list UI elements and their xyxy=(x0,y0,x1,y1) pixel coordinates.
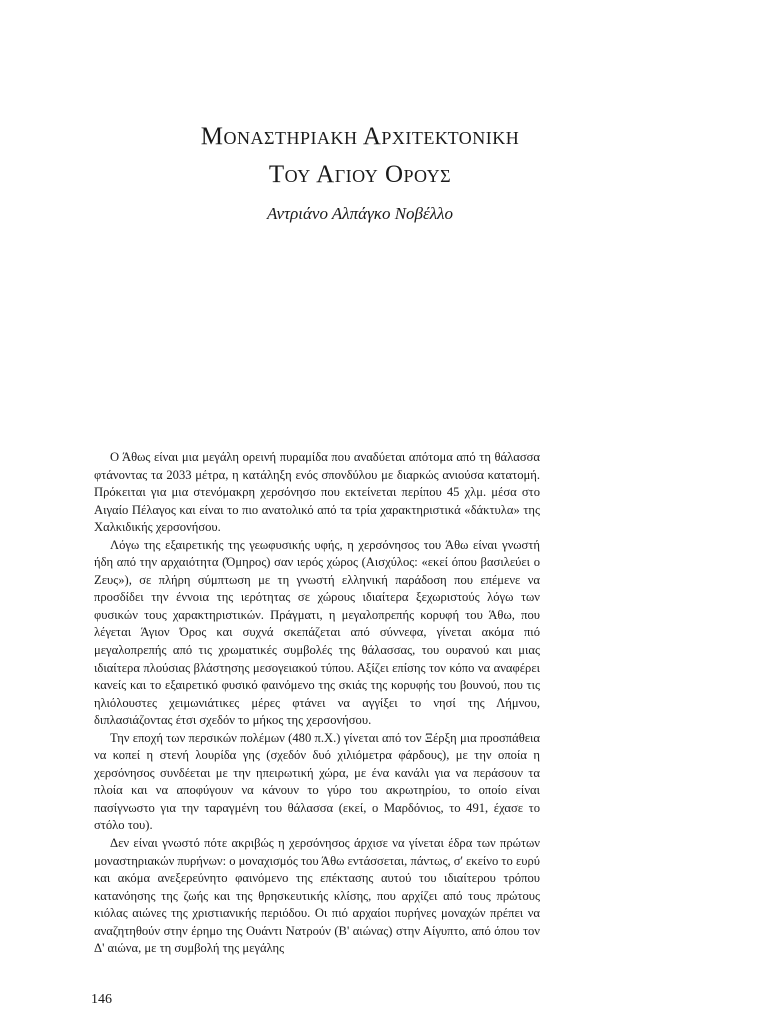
article-title-line-2: Του Αγιου Ορουσ xyxy=(268,161,452,188)
body-paragraph-3: Την εποχή των περσικών πολέμων (480 π.Χ.) γίνεται από τον Ξέρξη μια προσπάθεια να κοπεί η στενή λουρίδα γης (σχεδόν δυό χιλιόμετρα φάρδους), με την οποία η χερσόνησος συνδέεται με την ηπειρωτική χώρα, με ένα κανάλι για να περάσουν τα πλοία και να αποφύγουν να κάνουν το γύρο του ακρωτηρίου, το οποίο είναι πασίγνωστο για την ταραγμένη του θάλασσα (εκεί, ο Μαρδόνιος, το 491, έχασε το στόλο του). xyxy=(94,730,540,833)
title-block xyxy=(100,118,620,226)
article-body xyxy=(94,449,540,958)
article-title-line-1: Μοναστηριακη Αρχιτεκτονικη xyxy=(200,123,520,150)
body-paragraph-4: Δεν είναι γνωστό πότε ακριβώς η χερσόνησος άρχισε να γίνεται έδρα των πρώτων μοναστηριακών πυρήνων: ο μοναχισμός του Άθω εντάσσεται, πάντως, σ' εκείνο το ευρύ και ακόμα ανεξερεύνητο φαινόμενο της επέκτασης αυτού του ιδιαίτερου τρόπου κατανόησης της ζωής και της θρησκευτικής κλίσης, που αρχίζει από τους πρώτους κιόλας αιώνες της χριστιανικής περιόδου. Οι πιό αρχαίοι πυρήνες μοναχών πρέπει να αναζητηθούν στην έρημο της Ουάντι Νατρούν (Β' αιώνας) στην Αίγυπτο, από όπου τον Δ' αιώνα, με τη συμβολή της μεγάλης xyxy=(94,836,540,956)
body-paragraph-1: Ο Άθως είναι μια μεγάλη ορεινή πυραμίδα που αναδύεται απότομα από τη θάλασσα φτάνοντας τα 2033 μέτρα, η κατάληξη ενός σπονδύλου με διαρκώς ανιούσα κατατομή. Πρόκειται για μια στενόμακρη χερσόνησο που εκτείνεται περίπου 45 χλμ. μέσα στο Αιγαίο Πέλαγος και είναι το πιο ανατολικό από τα τρία χαρακτηριστικά «δάκτυλα» της Χαλκιδικής χερσονήσου. xyxy=(94,450,540,535)
author-name: Αντριάνο Αλπάγκο Νοβέλλο xyxy=(267,204,453,223)
body-paragraph-2: Λόγω της εξαιρετικής της γεωφυσικής υφής, η χερσόνησος του Άθω είναι γνωστή ήδη από την αρχαιότητα (Όμηρος) σαν ιερός χώρος (Αισχύλος: «εκεί όπου βασιλεύει ο Ζευς»), σε πλήρη σύμπτωση με τη γνωστή ελληνική παράδοση που επέμενε να προσδίδει την έννοια της ιερότητας σε χώρους ιδιαίτερα ξεχωριστούς λόγω των φυσικών τους χαρακτηριστικών. Πράγματι, η μεγαλοπρεπής κορυφή του Άθω, που λέγεται Άγιον Όρος και συχνά σκεπάζεται από σύννεφα, γίνεται ακόμα πιό μεγαλοπρεπής από τις χρωματικές συμβολές της θάλασσας, του ουρανού και μιας ιδιαίτερα πλούσιας βλάστησης μεσογειακού τύπου. Αξίζει επίσης τον κόπο να αναφέρει κανείς και το εξαιρετικό φυσικό φαινόμενο της σκιάς της κορυφής του βουνού, που τις ηλιόλουστες χειμωνιάτικες μέρες φτάνει να αγγίξει το νησί της Λήμνου, διπλασιάζοντας έτσι σχεδόν το μήκος της χερσονήσου. xyxy=(94,537,540,728)
page-number: 146 xyxy=(91,992,112,1007)
